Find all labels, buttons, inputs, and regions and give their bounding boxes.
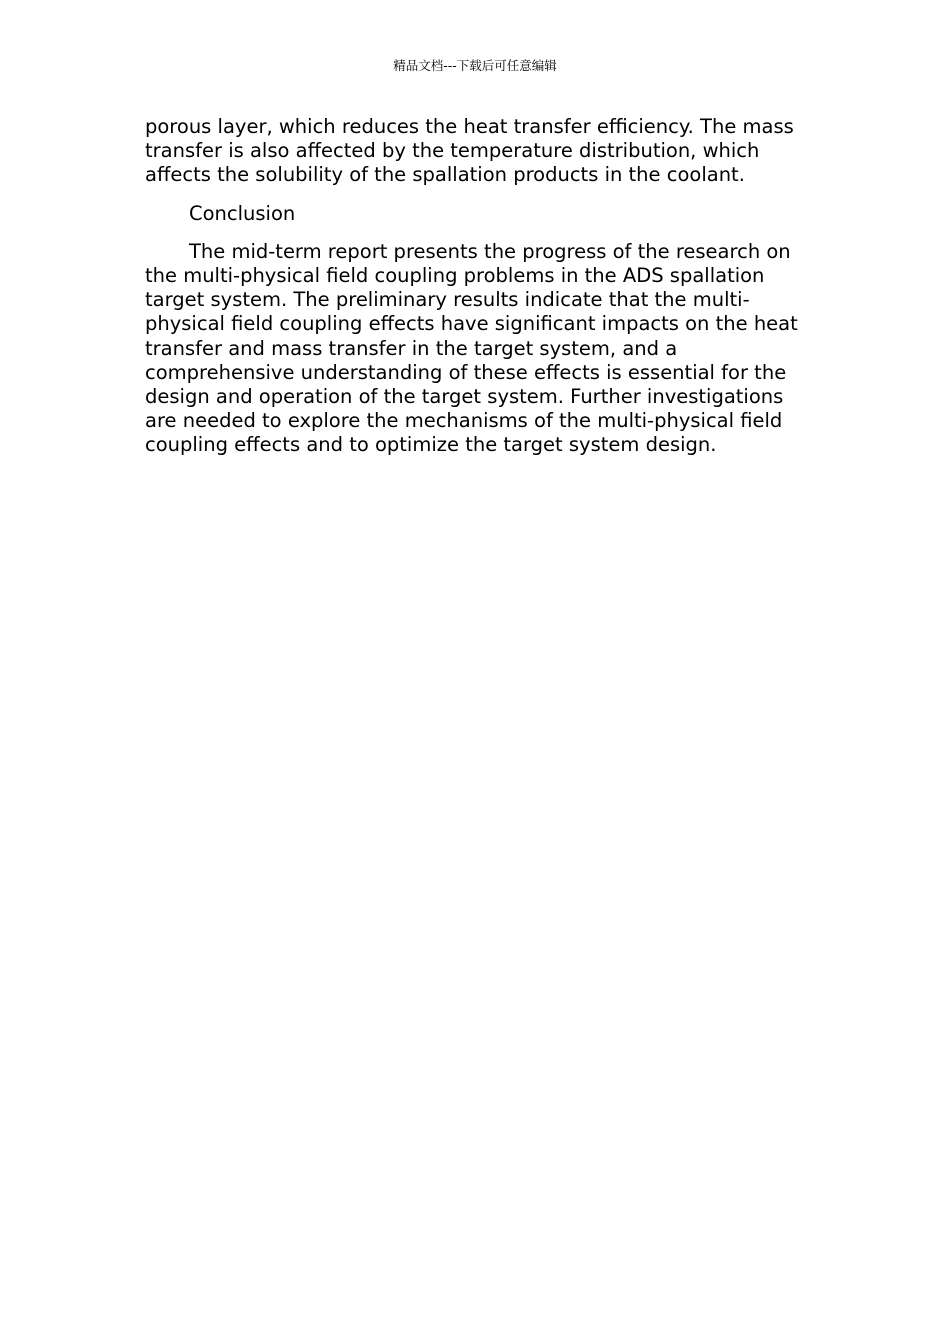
page-header: 精品文档---下载后可任意编辑 xyxy=(393,58,557,73)
section-heading-conclusion: Conclusion xyxy=(189,201,296,225)
paragraph-conclusion: The mid-term report presents the progress of the research on the multi-physical field coupling problems in the ADS spallation target system. The preliminary results indicate that the multi-physical field coupling effects have significant impacts on the heat transfer and mass transfer in the target system, and a comprehensive understanding of these effects is essential for the design and operation of the target system. Further investigations are needed to explore the mechanisms of the multi-physical field coupling effects and to optimize the target system design. xyxy=(145,239,798,457)
document-body xyxy=(145,115,807,472)
paragraph-continuation: porous layer, which reduces the heat transfer efficiency. The mass transfer is also affected by the temperature distribution, which affects the solubility of the spallation products in the coolant. xyxy=(145,115,794,187)
